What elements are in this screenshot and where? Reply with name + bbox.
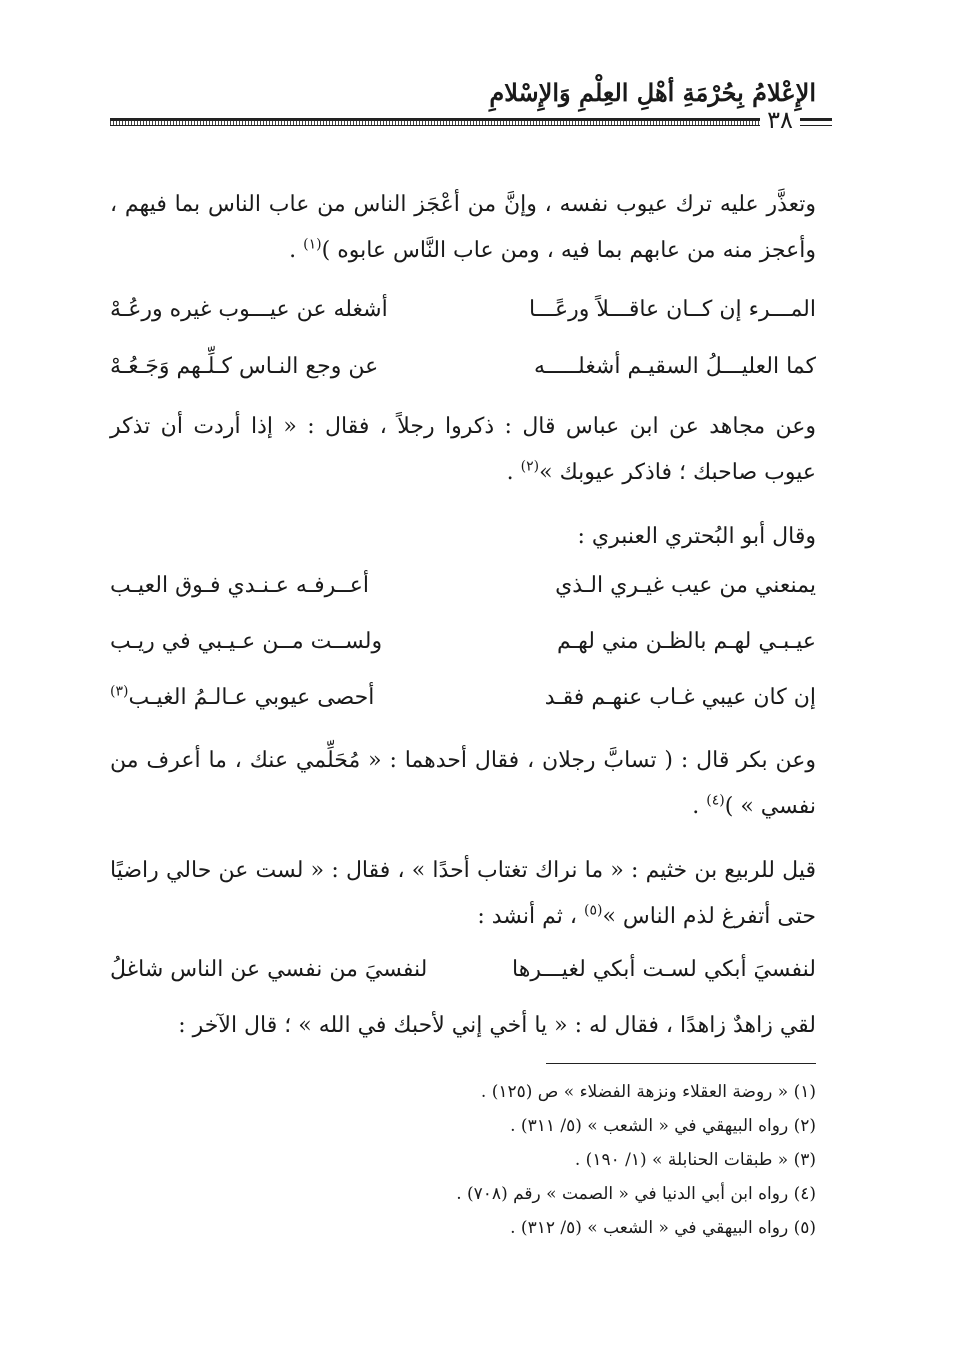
verse-3-second-hemistich: أعــرفـه عـنـدي فـوق العيـب: [110, 573, 369, 598]
footnote-2: (٢) رواه البيهقي في « الشعب » (٥/ ٣١١) .: [510, 1116, 816, 1136]
last-line-text: لقي زاهدٌ زاهدًا ، فقال له : « يا أخي إني لأحبك في الله » ؛ قال الآخر :: [178, 1013, 816, 1038]
paragraph-2-text: وعن مجاهد عن ابن عباس قال : ذكروا رجلاً ، فقال : « إذا أردت أن تذكر عيوب صاحبك ؛ فاذكر عيوبك »: [110, 414, 816, 485]
paragraph-4-text: وعن بكر قال : ( تسابَّ رجلان ، فقال أحدهما : « مُحَلِّمي عنك ، ما أعرف من نفسي » ): [110, 748, 816, 819]
header-rule: [110, 118, 760, 126]
verse-2: [110, 347, 816, 387]
running-header-title: الإِعْلامُ بِحُرْمَةِ أهْلِ العِلْمِ وَالإِسْلامِ: [489, 78, 816, 107]
last-line: [110, 1003, 816, 1049]
paragraph-4: [110, 738, 816, 830]
verse-2-second-hemistich: عن وجع النـاس كـلِّـهم وَجَـعُـهْ: [110, 354, 379, 379]
verse-2-first-hemistich: كما العليـــلُ السقيـم أشغلـــــه: [534, 354, 816, 379]
verse-5-second-hemistich: [110, 678, 374, 718]
paragraph-3-text: وقال أبو البُحتري العنبري :: [577, 524, 816, 549]
verse-6-second-hemistich: لنفسيَ من نفسي عن الناس شاغلُ: [110, 957, 428, 982]
page-number: ٣٨: [767, 106, 793, 134]
paragraph-1-end: .: [289, 238, 304, 263]
paragraph-1: [110, 182, 816, 274]
paragraph-2-end: .: [506, 460, 521, 485]
header-rule-short: [800, 118, 832, 126]
verse-4: [110, 622, 816, 662]
paragraph-5-text: قيل للربيع بن خثيم : « ما نراك تغتاب أحدًا » ، فقال : « لست عن حالي راضيًا حتى أتفرغ لذم الناس »: [110, 858, 816, 929]
paragraph-3: [110, 514, 816, 560]
footnote-3: (٣) « طبقات الحنابلة » (١/ ١٩٠) .: [574, 1150, 816, 1170]
verse-5: [110, 678, 816, 718]
paragraph-2: [110, 404, 816, 496]
footnote-ref-1: (١): [303, 236, 322, 253]
footnote-5: (٥) رواه البيهقي في « الشعب » (٥/ ٣١٢) .: [510, 1218, 816, 1238]
verse-5-first-hemistich: إن كان عيبي غـاب عنهـم فقـد: [544, 685, 816, 710]
paragraph-4-end: .: [692, 794, 707, 819]
verse-1-first-hemistich: المـــرء إن كــان عاقـــلاً ورعًـــا: [528, 297, 816, 322]
footnote-ref-5: (٥): [584, 902, 603, 919]
verse-4-first-hemistich: عيـبـي لهـم بالظـن مني لهـم: [557, 629, 816, 654]
verse-5-second-hemistich-text: أحصى عيوبي عـالـمُ الغيـب: [128, 685, 375, 710]
footnote-ref-3: (٣): [110, 683, 129, 700]
verse-3-first-hemistich: يمنعني من عيب غيـري الـذي: [555, 573, 816, 598]
footnote-separator: [546, 1063, 816, 1064]
verse-4-second-hemistich: ولســت مــن عـيـبي في ريـب: [110, 629, 383, 654]
footnote-ref-4: (٤): [706, 792, 725, 809]
verse-1-second-hemistich: أشغله عن عيـــوب غيره ورعُـهْ: [110, 297, 388, 322]
paragraph-1-text: وتعذَّر عليه ترك عيوب نفسه ، وإنَّ من أعْجَز الناس من عاب الناس بما فيهم ، وأعجز منه من عابهم بما فيه ، ومن عاب النَّاس عابوه ): [110, 192, 816, 263]
paragraph-5-end: ، ثم أنشد :: [477, 904, 584, 929]
paragraph-5: [110, 848, 816, 940]
footnote-1: (١) « روضة العقلاء ونزهة الفضلاء » ص (١٢٥) .: [480, 1082, 816, 1102]
footnote-4: (٤) رواه ابن أبي الدنيا في « الصمت » رقم (٧٠٨) .: [456, 1184, 816, 1204]
verse-1: [110, 290, 816, 330]
verse-3: [110, 566, 816, 606]
footnote-ref-2: (٢): [520, 458, 540, 475]
verse-6-first-hemistich: لنفسيَ أبكي لسـت أبكي لغيـــرها: [512, 957, 816, 982]
verse-6: [110, 950, 816, 990]
